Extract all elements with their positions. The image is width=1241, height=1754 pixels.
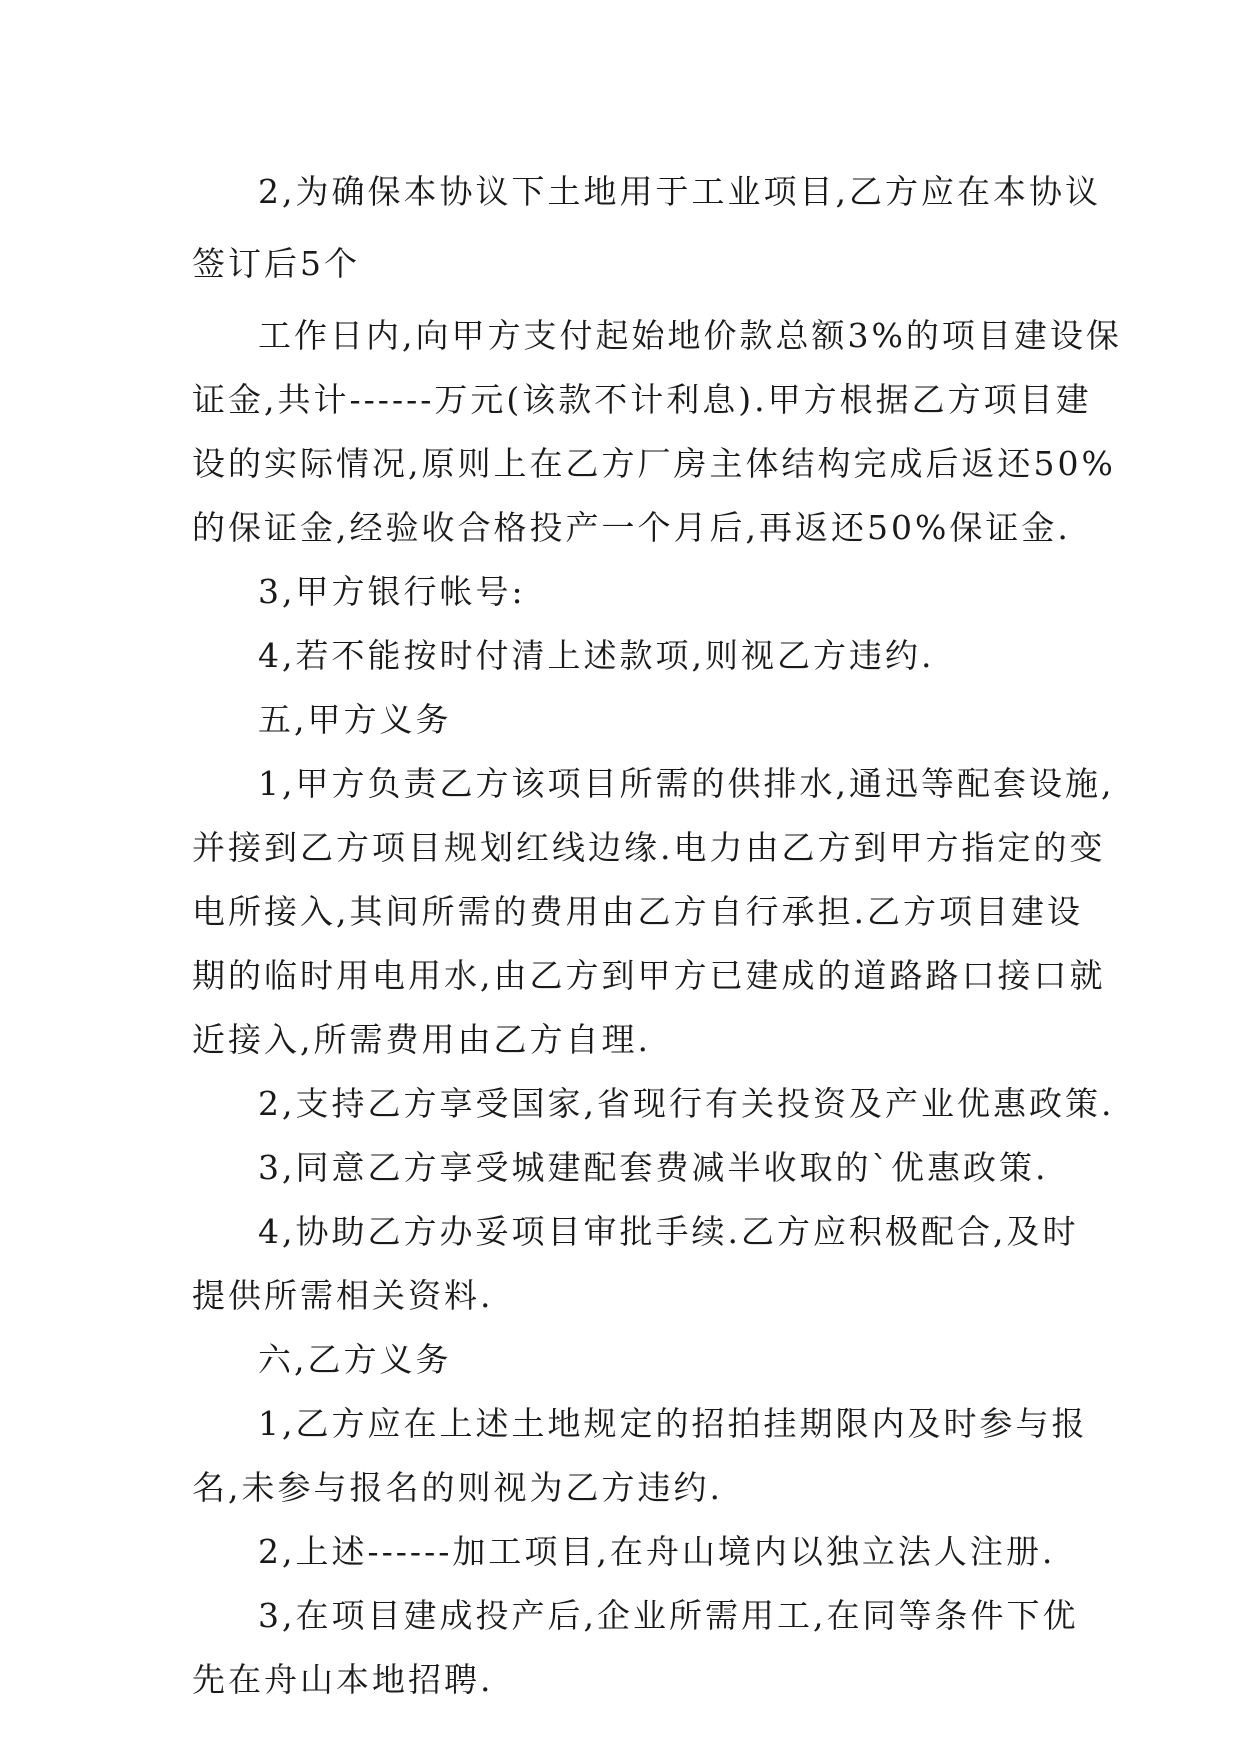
paragraph-line: 4,若不能按时付清上述款项,则视乙方违约. (258, 636, 935, 675)
paragraph-line: 3,在项目建成投产后,企业所需用工,在同等条件下优 (258, 1596, 1079, 1635)
paragraph-line: 2,上述------加工项目,在舟山境内以独立法人注册. (258, 1532, 1056, 1571)
paragraph-line: 设的实际情况,原则上在乙方厂房主体结构完成后返还50% (192, 444, 1116, 483)
paragraph-line: 近接入,所需费用由乙方自理. (192, 1020, 651, 1059)
paragraph-line: 名,未参与报名的则视为乙方违约. (192, 1468, 723, 1507)
paragraph-line: 提供所需相关资料. (192, 1276, 494, 1315)
paragraph-line: 1,乙方应在上述土地规定的招拍挂期限内及时参与报 (258, 1404, 1088, 1443)
document-body (192, 160, 1122, 1712)
section-heading: 五,甲方义务 (258, 700, 452, 739)
section-heading: 六,乙方义务 (258, 1340, 452, 1379)
paragraph-line: 1,甲方负责乙方该项目所需的供排水,通迅等配套设施, (258, 764, 1115, 803)
paragraph-line: 签订后5个 (192, 244, 360, 283)
paragraph-line: 2,支持乙方享受国家,省现行有关投资及产业优惠政策. (258, 1084, 1115, 1123)
paragraph-line: 4,协助乙方办妥项目审批手续.乙方应积极配合,及时 (258, 1212, 1079, 1251)
paragraph-line: 的保证金,经验收合格投产一个月后,再返还50%保证金. (192, 508, 1071, 547)
paragraph-line: 3,同意乙方享受城建配套费减半收取的`优惠政策. (258, 1148, 1049, 1187)
paragraph-line: 工作日内,向甲方支付起始地价款总额3%的项目建设保 (258, 316, 1122, 355)
paragraph-line: 期的临时用电用水,由乙方到甲方已建成的道路路口接口就 (192, 956, 1106, 995)
paragraph-line: 并接到乙方项目规划红线边缘.电力由乙方到甲方指定的变 (192, 828, 1106, 867)
paragraph-line: 先在舟山本地招聘. (192, 1660, 494, 1699)
paragraph-line: 证金,共计------万元(该款不计利息).甲方根据乙方项目建 (192, 380, 1092, 419)
paragraph-line: 2,为确保本协议下土地用于工业项目,乙方应在本协议 (258, 172, 1101, 211)
paragraph-line: 3,甲方银行帐号: (258, 572, 526, 611)
paragraph-line: 电所接入,其间所需的费用由乙方自行承担.乙方项目建设 (192, 892, 1083, 931)
